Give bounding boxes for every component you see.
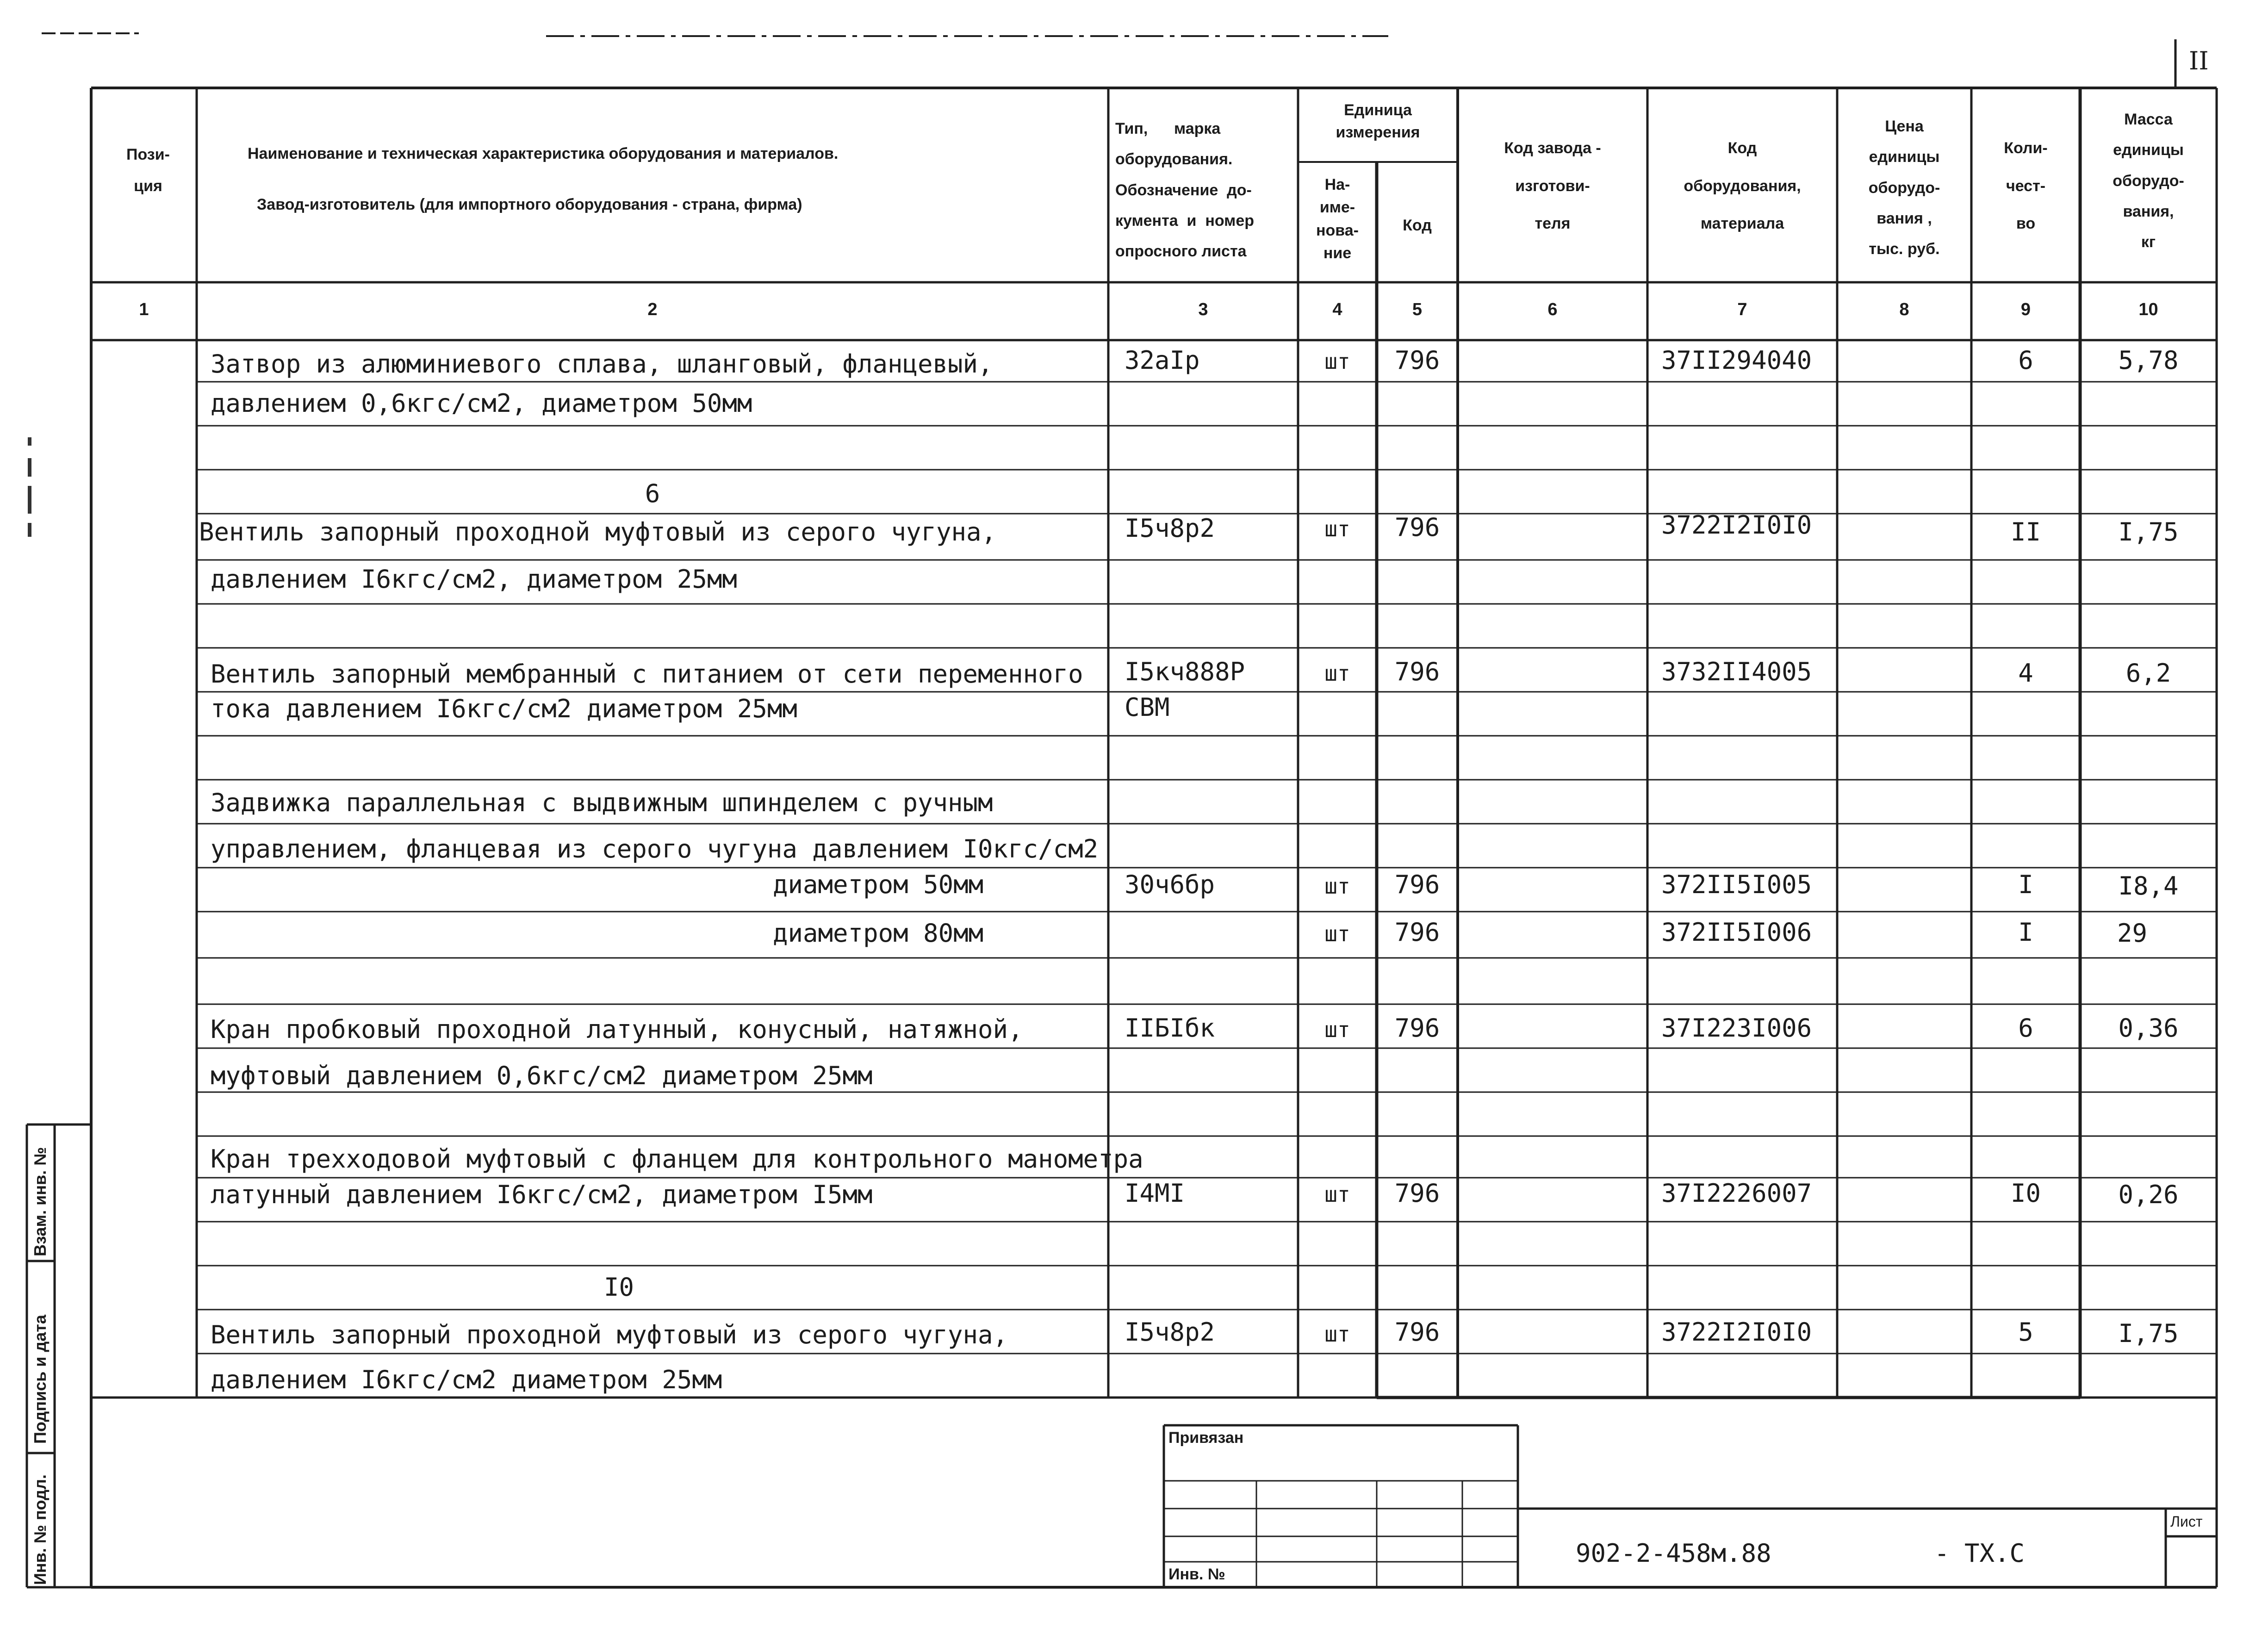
item-unit-code: 796: [1394, 1013, 1440, 1043]
column-number: 10: [2138, 300, 2158, 319]
item-name: давлением I6кгс/см2, диаметром 25мм: [211, 565, 737, 594]
item-type: СВМ: [1125, 693, 1170, 722]
column-number: 6: [1547, 300, 1558, 319]
item-quantity: II: [2010, 517, 2041, 547]
item-mass: 0,36: [2118, 1013, 2179, 1043]
item-equipment-code: 372II5I006: [1661, 918, 1812, 947]
document-suffix: - ТХ.С: [1934, 1539, 2025, 1568]
column-number: 7: [1737, 300, 1747, 319]
column-number: 4: [1332, 300, 1342, 319]
column-number: 5: [1412, 300, 1423, 319]
item-equipment-code: 372II5I005: [1661, 870, 1812, 899]
item-unit: шт: [1324, 921, 1350, 946]
column-number: 8: [1899, 300, 1909, 319]
item-unit-code: 796: [1394, 1317, 1440, 1347]
item-unit: шт: [1324, 1322, 1350, 1347]
item-name: Кран трехходовой муфтовый с фланцем для контрольного манометра: [211, 1144, 1143, 1174]
item-mass: 0,26: [2118, 1180, 2179, 1209]
item-unit: шт: [1324, 661, 1350, 686]
header-unit-price: Цена единицы оборудо- вания , тыс. руб.: [1868, 118, 1940, 258]
item-mass: I8,4: [2118, 871, 2179, 901]
item-unit-code: 796: [1394, 346, 1440, 375]
item-equipment-code: 37I223I006: [1661, 1013, 1812, 1043]
item-name: Вентиль запорный мембранный с питанием от сети переменного: [211, 659, 1083, 689]
header-unit-code: Код: [1403, 217, 1432, 234]
item-unit-code: 796: [1394, 513, 1440, 542]
item-quantity: 6: [2018, 1013, 2033, 1043]
item-unit: шт: [1324, 516, 1350, 541]
item-unit: шт: [1324, 1017, 1350, 1042]
stamp-inventory-label: Инв. №: [1168, 1565, 1225, 1583]
header-name-line2: Завод-изготовитель (для импортного оборудования - страна, фирма): [257, 196, 802, 213]
item-quantity: I: [2018, 870, 2033, 899]
item-name: муфтовый давлением 0,6кгс/см2 диаметром 25мм: [211, 1061, 873, 1090]
item-equipment-code: 37II294040: [1661, 346, 1812, 375]
item-mass: 5,78: [2118, 346, 2179, 375]
column-number: 2: [647, 300, 658, 319]
item-equipment-code: 3732II4005: [1661, 657, 1812, 686]
item-unit-code: 796: [1394, 657, 1440, 686]
item-name: диаметром 50мм: [773, 870, 984, 899]
item-name: тока давлением I6кгс/см2 диаметром 25мм: [211, 694, 797, 723]
item-type: 30ч6бр: [1125, 870, 1215, 899]
item-unit-code: 796: [1394, 870, 1440, 899]
item-name: диаметром 80мм: [773, 919, 984, 948]
column-number: 1: [139, 300, 149, 319]
header-factory-code: Код завода - изготови- теля: [1504, 139, 1601, 233]
item-name: давлением 0,6кгс/см2, диаметром 50мм: [211, 389, 752, 418]
item-unit: шт: [1324, 874, 1350, 899]
side-label-signature-date: Подпись и дата: [31, 1315, 50, 1444]
header-name-line1: Наименование и техническая характеристика оборудования и материалов.: [248, 145, 839, 162]
section-heading: 6: [645, 479, 660, 508]
item-name: Кран пробковый проходной латунный, конусный, натяжной,: [211, 1015, 1023, 1044]
item-unit: шт: [1324, 349, 1350, 374]
item-mass: 29: [2117, 919, 2148, 948]
item-type: IIБIбк: [1125, 1013, 1215, 1043]
item-name: Затвор из алюминиевого сплава, шланговый, фланцевый,: [211, 349, 993, 379]
item-unit-code: 796: [1394, 918, 1440, 947]
header-position: Пози- ция: [126, 146, 170, 195]
item-mass: 6,2: [2125, 658, 2171, 688]
item-equipment-code: 37I2226007: [1661, 1179, 1812, 1208]
item-type: I5кч888Р: [1125, 657, 1245, 686]
column-number: 9: [2020, 300, 2031, 319]
header-equipment-code: Код оборудования, материала: [1684, 139, 1801, 233]
header-unit-name: На- име- нова- ние: [1316, 176, 1359, 262]
item-equipment-code: 3722I2I0I0: [1661, 510, 1812, 540]
header-unit-group: Единица измерения: [1336, 101, 1420, 141]
sheet-number: II: [2189, 46, 2209, 75]
item-unit: шт: [1324, 1182, 1350, 1207]
section-heading: I0: [604, 1273, 634, 1302]
item-equipment-code: 3722I2I0I0: [1661, 1317, 1812, 1347]
side-label-original-inv: Инв. № подл.: [31, 1474, 50, 1585]
item-quantity: 5: [2018, 1317, 2033, 1347]
document-code: 902-2-458м.88: [1576, 1539, 1771, 1568]
item-name: давлением I6кгс/см2 диаметром 25мм: [211, 1365, 722, 1394]
item-mass: I,75: [2118, 1319, 2179, 1348]
item-mass: I,75: [2118, 517, 2179, 547]
item-quantity: I: [2018, 918, 2033, 947]
item-quantity: 6: [2018, 346, 2033, 375]
item-name: Вентиль запорный проходной муфтовый из серого чугуна,: [199, 517, 997, 547]
header-type: Тип, марка оборудования. Обозначение до- кумента и номер опросного листа: [1115, 120, 1255, 261]
item-name: Задвижка параллельная с выдвижным шпинделем с ручным: [211, 788, 993, 817]
item-type: I5ч8р2: [1125, 514, 1215, 543]
item-type: I5ч8р2: [1125, 1317, 1215, 1347]
item-quantity: I0: [2010, 1179, 2041, 1208]
item-name: управлением, фланцевая из серого чугуна давлением I0кгс/см2: [211, 834, 1099, 863]
item-unit-code: 796: [1394, 1179, 1440, 1208]
column-number: 3: [1198, 300, 1208, 319]
stamp-attached-label: Привязан: [1168, 1429, 1244, 1447]
header-quantity: Коли- чест- во: [2004, 139, 2048, 233]
item-name: Вентиль запорный проходной муфтовый из серого чугуна,: [211, 1320, 1008, 1349]
item-type: 32аIр: [1125, 346, 1200, 375]
item-type: I4МI: [1125, 1179, 1185, 1208]
item-name: латунный давлением I6кгс/см2, диаметром I5мм: [211, 1180, 873, 1209]
sheet-label: Лист: [2170, 1513, 2203, 1530]
header-unit-mass: Масса единицы оборудо- вания, кг: [2113, 111, 2184, 251]
item-quantity: 4: [2018, 658, 2033, 688]
side-label-replacement-inv: Взам. инв. №: [31, 1147, 50, 1256]
